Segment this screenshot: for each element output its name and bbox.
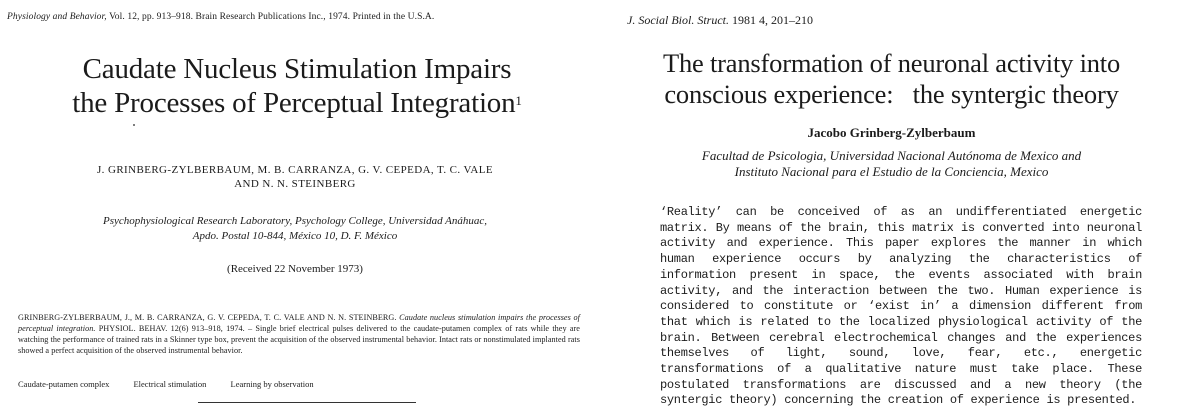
left-journal-name: Physiology and Behavior,	[7, 12, 107, 22]
left-affiliation-line-2: Apdo. Postal 10-844, México 10, D. F. México	[192, 230, 398, 242]
right-author: Jacobo Grinberg-Zylberbaum	[807, 125, 976, 140]
left-keywords	[18, 379, 336, 389]
footnote-rule	[198, 402, 416, 403]
right-paper-page	[590, 0, 1193, 417]
right-affiliation-line-2: Instituto Nacional para el Estudio de la Conciencia, Mexico	[734, 164, 1049, 179]
left-authors-line-1: J. GRINBERG-ZYLBERBAUM, M. B. CARRANZA, G. V. CEPEDA, T. C. VALE	[97, 164, 493, 176]
left-abstract-body: PHYSIOL. BEHAV. 12(6) 913–918, 1974. – Single brief electrical pulses delivered to the caudate-putamen complex of rats while they are watching the performance of trained rats in a Skinner type box, prevent the acquisition of the observed instrumental behavior. Intact rats or nonstimulated implanted rats showed a perfect acquisition of the observed instrumental behavior.	[18, 324, 580, 355]
left-title-line-1: Caudate Nucleus Stimulation Impairs	[82, 53, 512, 85]
right-journal-name: J. Social Biol. Struct.	[627, 13, 729, 27]
keyword-1: Caudate-putamen complex	[18, 379, 110, 389]
right-paper-title	[590, 48, 1193, 110]
right-title-line-1: The transformation of neuronal activity into	[662, 48, 1121, 78]
left-received-date: (Received 22 November 1973)	[227, 263, 363, 275]
left-abstract-authors: GRINBERG-ZYLBERBAUM, J., M. B. CARRANZA, G. V. CEPEDA, T. C. VALE AND N. N. STEINBERG.	[18, 313, 397, 322]
keyword-2: Electrical stimulation	[133, 379, 207, 389]
left-abstract	[18, 312, 580, 356]
left-authors	[0, 163, 590, 191]
right-title-line-2: conscious experience: the syntergic theory	[664, 79, 1119, 109]
right-affiliation	[590, 148, 1193, 180]
left-title-line-2: the Processes of Perceptual Integration	[72, 87, 516, 119]
left-abstract-title: Caudate nucleus stimulation impairs the processes of perceptual integration.	[18, 313, 580, 333]
left-journal-citation	[7, 12, 434, 22]
right-journal-citation	[627, 13, 813, 28]
right-abstract: ‘Reality’ can be conceived of as an undifferentiated energetic matrix. By means of the brain, this matrix is converted into neuronal activity and experience. This paper explores the manner in which human experience occurs by analyzing the characteristics of information present in space, the events associated with brain activity, and the interaction between the two. Human experience is considered to constitute or ‘exist in’ a dimension different from that which is related to the localized physiological activity of the brain. Between cerebral electrochemical changes and the experiences themselves of light, sound, love, fear, etc., energetic transformations of a qualitative nature must take place. These postulated transformations are discussed and a new theory (the syntergic theory) concerning the creation of experience is presented.	[660, 205, 1142, 408]
left-paper-title	[0, 52, 594, 120]
left-title-footnote-mark: 1	[515, 93, 522, 108]
left-authors-line-2: AND N. N. STEINBERG	[234, 178, 356, 190]
print-speck	[133, 124, 135, 126]
left-paper-page	[0, 0, 590, 417]
left-citation-details: Vol. 12, pp. 913–918. Brain Research Publications Inc., 1974. Printed in the U.S.A.	[106, 12, 435, 22]
keyword-3: Learning by observation	[230, 379, 314, 389]
right-affiliation-line-1: Facultad de Psicologia, Universidad Nacional Autónoma de Mexico and	[701, 148, 1082, 163]
left-affiliation	[0, 214, 590, 244]
right-journal-details: 1981 4, 201–210	[728, 13, 813, 27]
left-affiliation-line-1: Psychophysiological Research Laboratory, Psychology College, Universidad Anáhuac,	[102, 215, 488, 227]
